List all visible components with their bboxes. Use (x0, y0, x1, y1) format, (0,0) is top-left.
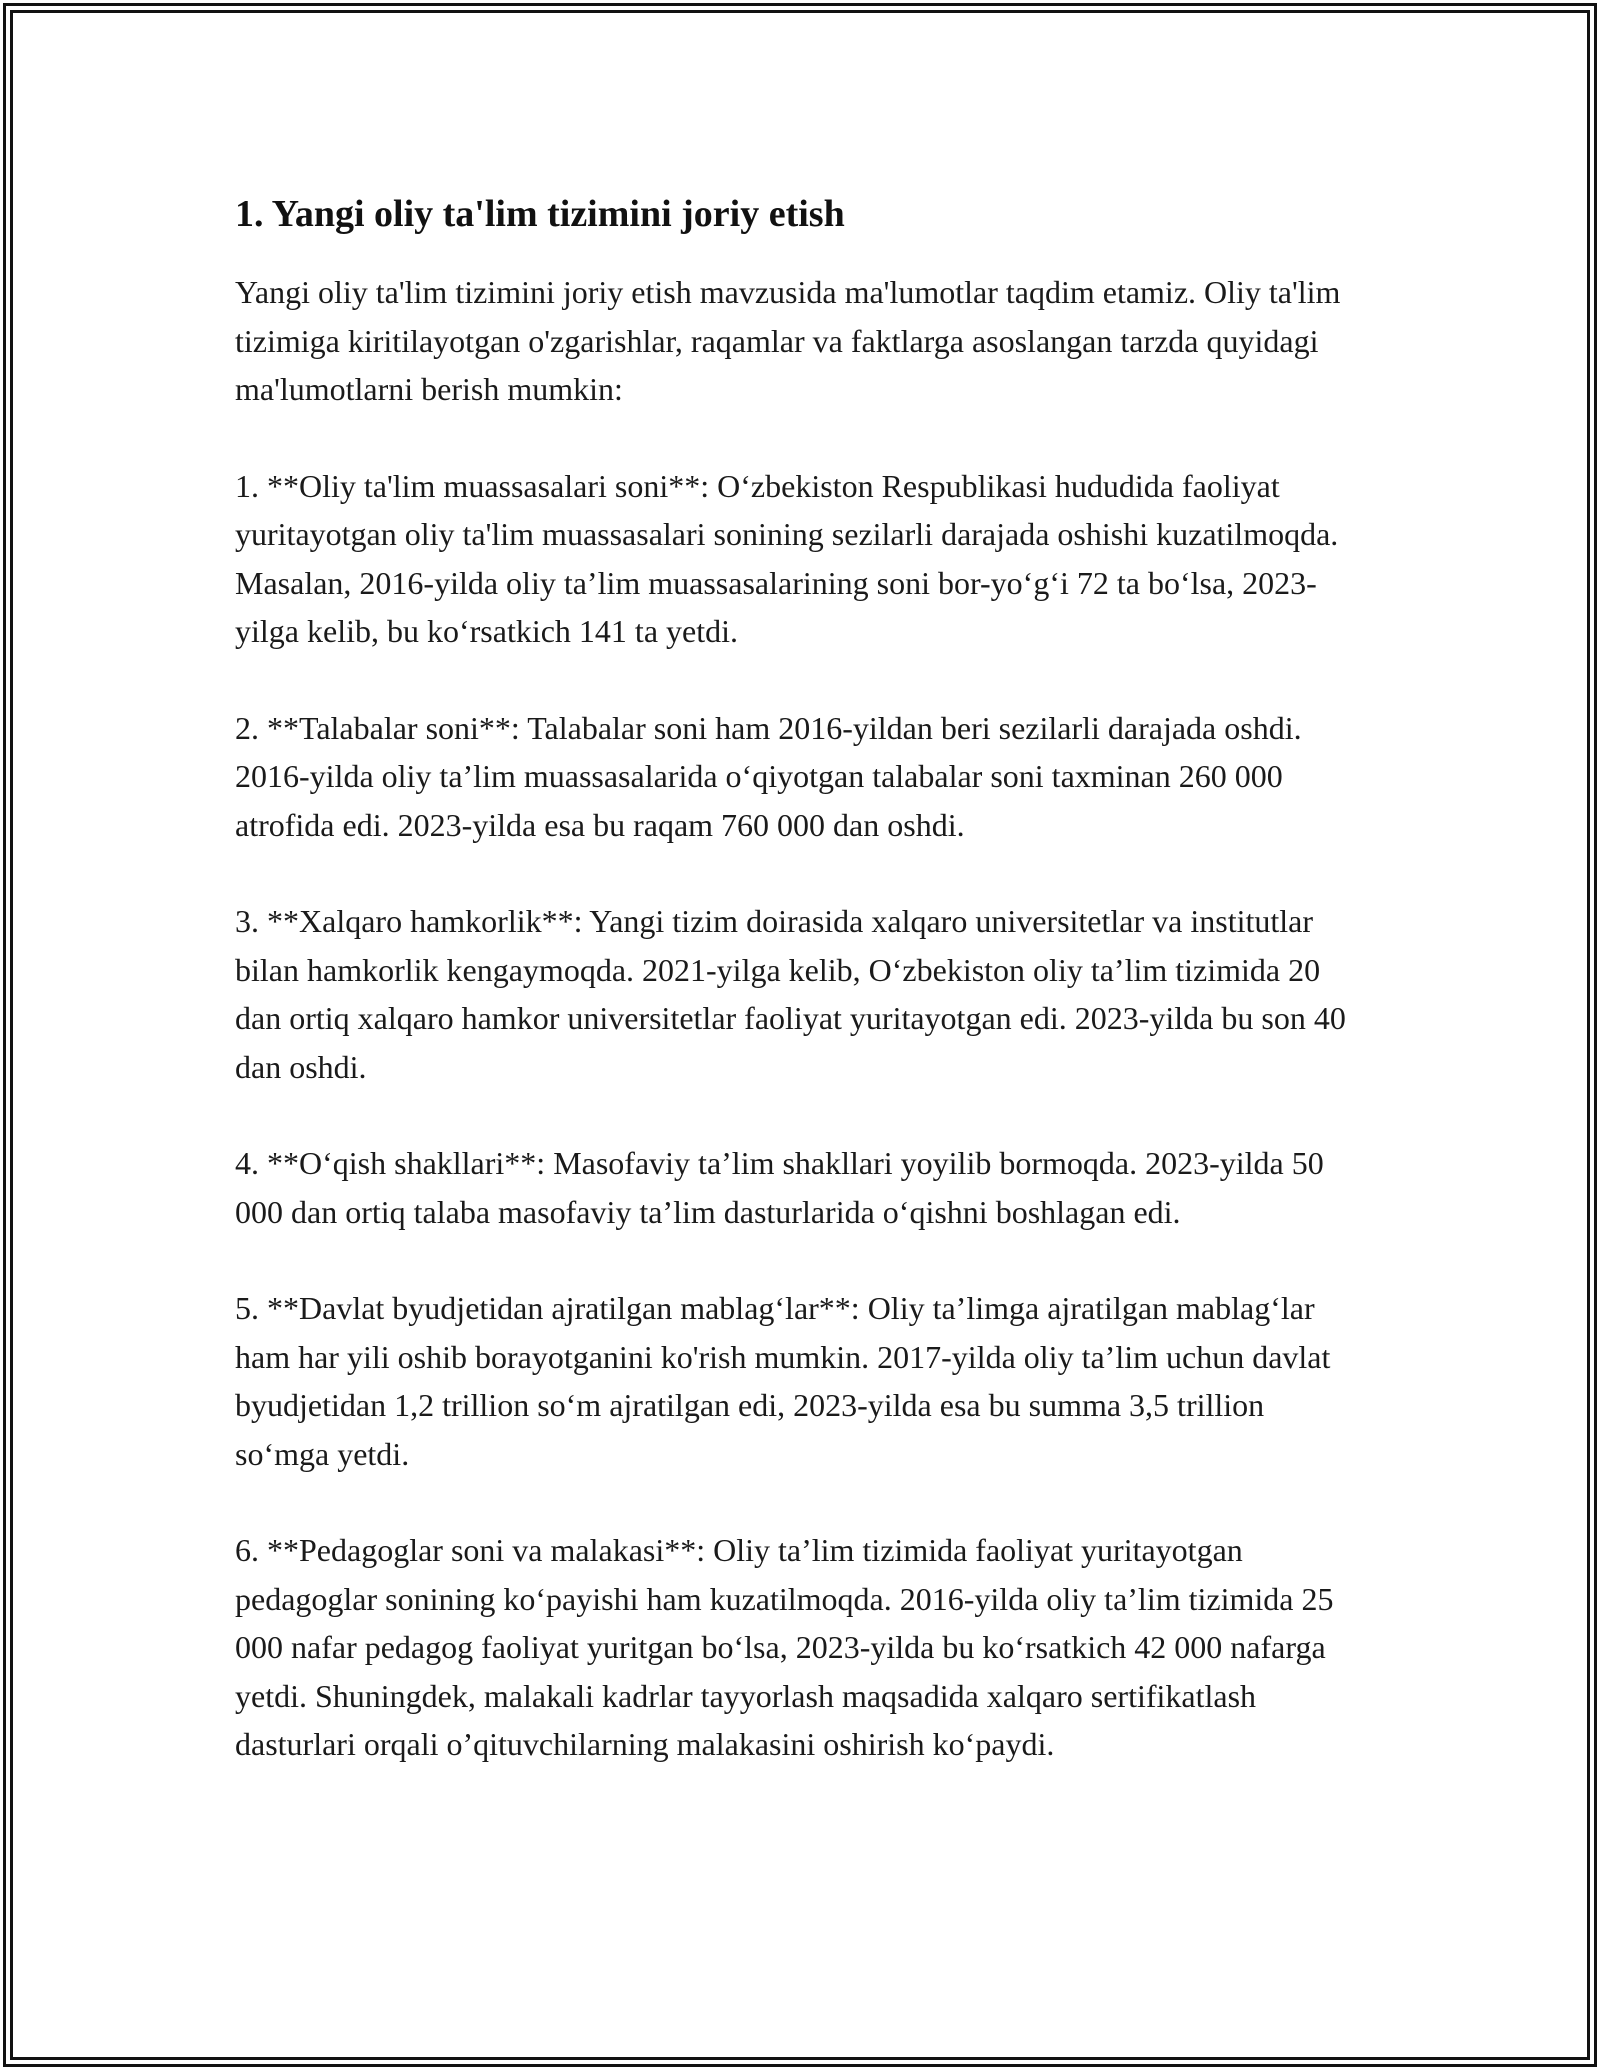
document-title: 1. Yangi oliy ta'lim tizimini joriy etish (235, 193, 845, 235)
document-body (235, 188, 1365, 1817)
paragraph-international-cooperation: 3. **Xalqaro hamkorlik**: Yangi tizim doirasida xalqaro universitetlar va institutlar bilan hamkorlik kengaymoqda. 2021-yilga kelib, O‘zbekiston oliy ta’lim tizimida 20 dan ortiq xalqaro hamkor universitetlar faoliyat yuritayotgan edi. 2023-yilda bu son 40 dan oshdi. (235, 903, 1346, 1085)
paragraph-study-forms: 4. **O‘qish shakllari**: Masofaviy ta’lim shakllari yoyilib bormoqda. 2023-yilda 50 000 dan ortiq talaba masofaviy ta’lim dasturlarida o‘qishni boshlagan edi. (235, 1145, 1324, 1230)
paragraph-state-budget: 5. **Davlat byudjetidan ajratilgan mablag‘lar**: Oliy ta’limga ajratilgan mablag‘lar ham har yili oshib borayotganini ko'rish mumkin. 2017-yilda oliy ta’lim uchun davlat byudjetidan 1,2 trillion so‘m ajratilgan edi, 2023-yilda esa bu summa 3,5 trillion so‘mga yetdi. (235, 1290, 1331, 1472)
intro-paragraph: Yangi oliy ta'lim tizimini joriy etish mavzusida ma'lumotlar taqdim etamiz. Oliy ta'lim tizimiga kiritilayotgan o'zgarishlar, raqamlar va faktlarga asoslangan tarzda quyidagi ma'lumotlarni berish mumkin: (235, 274, 1341, 407)
paragraph-students-count: 2. **Talabalar soni**: Talabalar soni ham 2016-yildan beri sezilarli darajada oshdi. 2016-yilda oliy ta’lim muassasalarida o‘qiyotgan talabalar soni taxminan 260 000 atrofida edi. 2023-yilda esa bu raqam 760 000 dan oshdi. (235, 709, 1302, 843)
paragraph-teachers: 6. **Pedagoglar soni va malakasi**: Oliy ta’lim tizimida faoliyat yuritayotgan pedagoglar sonining ko‘payishi ham kuzatilmoqda. 2016-yilda oliy ta’lim tizimida 25 000 nafar pedagog faoliyat yuritgan bo‘lsa, 2023-yilda bu ko‘rsatkich 42 000 nafarga yetdi. Shuningdek, malakali kadrlar tayyorlash maqsadida xalqaro sertifikatlash dasturlari orqali o’qituvchilarning malakasini oshirish ko‘paydi. (235, 1532, 1334, 1762)
paragraph-institutions-count: 1. **Oliy ta'lim muassasalari soni**: O‘zbekiston Respublikasi hududida faoliyat yuritayotgan oliy ta'lim muassasalari sonining sezilarli darajada oshishi kuzatilmoqda. Masalan, 2016-yilda oliy ta’lim muassasalarining soni bor-yo‘g‘i 72 ta bo‘lsa, 2023-yilga kelib, bu ko‘rsatkich 141 ta yetdi. (235, 467, 1339, 649)
